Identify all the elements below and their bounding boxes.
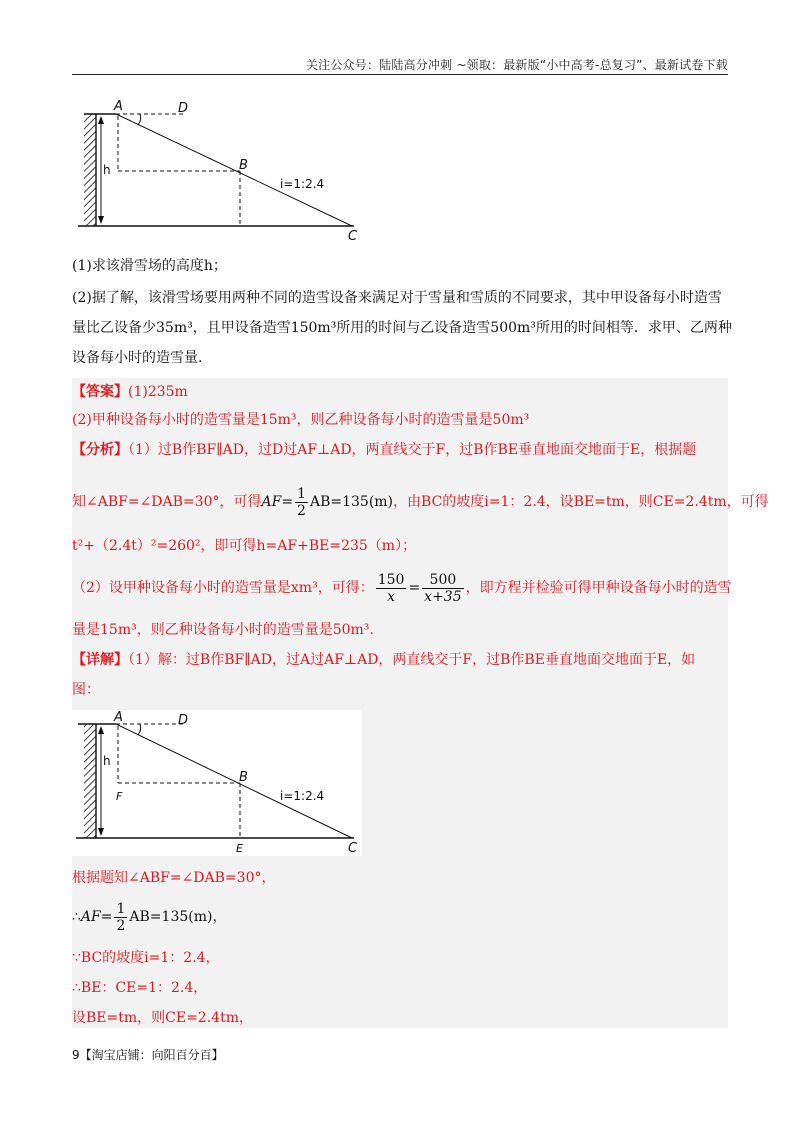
formula-af	[261, 485, 394, 519]
arrow-head-top-2	[98, 726, 104, 734]
step-1: 根据题知∠ABF=∠DAB=30°，	[72, 870, 276, 886]
label-slope-2: i=1:2.4	[280, 789, 325, 803]
analysis-line-4	[72, 568, 732, 608]
analysis-line-1	[72, 440, 728, 460]
step-2-end: ，	[212, 909, 227, 925]
arrow-head-top	[98, 116, 104, 124]
af-symbol: AF	[261, 494, 282, 510]
fraction-150-den: x	[387, 588, 396, 605]
step-2-num: 1	[116, 900, 126, 917]
analysis-text-1: （1）过B作BF∥AD，过D过AF⊥AD，两直线交于F，过B作BE垂直地面交地面于E，根据题	[128, 442, 697, 458]
step-5: 设BE=tm，则CE=2.4tm，	[72, 1010, 253, 1026]
question-2-line-3: 设备每小时的造雪量.	[72, 350, 203, 366]
analysis-text-2a: 知∠ABF=∠DAB=30°，可得	[72, 494, 262, 510]
page-footer: 9【淘宝店铺：向阳百分百】	[72, 1048, 224, 1062]
analysis-line-5: 量是15m³，则乙种设备每小时的造雪量是50m³.	[72, 622, 374, 638]
label-b: B	[239, 158, 248, 173]
header-rule	[72, 74, 728, 75]
label-c: C	[348, 229, 358, 244]
half-denominator: 2	[297, 502, 306, 519]
wall-hatch	[84, 114, 96, 226]
label-e: E	[236, 842, 243, 855]
answer-1: (1)235m	[128, 384, 188, 400]
question-1: (1)求该滑雪场的高度h；	[72, 258, 227, 274]
page-header: 关注公众号：陆陆高分冲刺 ~领取：最新版“小中高考-总复习”、最新试卷下载	[305, 58, 728, 72]
label-d: D	[178, 101, 189, 116]
label-a-2: A	[114, 710, 123, 725]
label-b-2: B	[239, 770, 248, 785]
ab-value: AB=135(m)	[309, 494, 394, 510]
answer-label: 【答案】	[72, 384, 128, 400]
answer-2: (2)甲种设备每小时的造雪量是15m³，则乙种设备每小时的造雪量是50m³	[72, 412, 530, 428]
half-numerator: 1	[297, 485, 306, 502]
fraction-500-den: x+35	[424, 588, 462, 605]
label-h: h	[103, 163, 111, 177]
step-2-fraction	[114, 901, 127, 934]
detail-label: 【详解】	[72, 652, 128, 668]
slope-line	[116, 114, 352, 226]
half-fraction	[295, 486, 308, 519]
equation: $\frac{150}{x}$ = $\frac{500}{x+35}$	[377, 571, 462, 605]
label-f: F	[116, 790, 123, 803]
angle-arc-2	[138, 724, 141, 735]
question-2-line-1: (2)据了解，该滑雪场要用两种不同的造雪设备来满足对于雪量和雪质的不同要求，其中甲设备每小时造雪	[72, 290, 722, 306]
question-2-line-2: 量比乙设备少35m³，且甲设备造雪150m³所用的时间与乙设备造雪500m³所用的时间相等．求甲、乙两种	[72, 320, 732, 336]
detail-line-1	[72, 650, 728, 670]
angle-arc	[138, 114, 141, 125]
figure-1	[74, 96, 374, 244]
step-2: ∴AF= $\frac{1}{2}$ AB=135(m)，	[72, 900, 227, 934]
analysis-line-3: t²+（2.4t）²=260²，即可得h=AF+BE=235（m）；	[72, 538, 417, 554]
label-a: A	[114, 99, 123, 114]
fraction-500	[422, 572, 463, 605]
analysis-text-4a: （2）设甲种设备每小时的造雪量是xm³，可得：	[72, 580, 374, 596]
answer-line-1	[72, 382, 728, 402]
fraction-150	[376, 572, 407, 605]
step-2-den: 2	[116, 917, 126, 934]
analysis-text-4b: ，即方程并检验可得甲种设备每小时的造雪	[465, 580, 732, 596]
step-3: ∵BC的坡度i=1：2.4，	[72, 950, 220, 966]
therefore-sign: ∴	[72, 909, 81, 925]
step-2-af: AF	[80, 909, 101, 925]
wall-hatch-2	[84, 724, 96, 838]
label-h-2: h	[103, 754, 111, 768]
step-2-rest: AB=135(m)	[129, 909, 213, 925]
analysis-line-2	[72, 484, 769, 520]
detail-line-2: 图：	[72, 682, 100, 698]
fraction-150-num: 150	[377, 571, 405, 588]
slope-line-2	[116, 724, 352, 838]
fraction-500-num: 500	[422, 572, 463, 589]
arrow-head-bottom-2	[98, 828, 104, 836]
analysis-text-2b: ，由BC的坡度i=1：2.4，设BE=tm，则CE=2.4tm，可得	[393, 494, 769, 510]
label-slope: i=1:2.4	[280, 177, 325, 191]
analysis-label: 【分析】	[72, 442, 128, 458]
equals-sign: =	[281, 494, 294, 510]
label-d-2: D	[178, 713, 189, 728]
label-c-2: C	[348, 841, 358, 856]
step-4: ∴BE：CE=1：2.4，	[72, 980, 208, 996]
figure-2	[72, 710, 362, 856]
detail-text-1: （1）解：过B作BF∥AD，过A过AF⊥AD，两直线交于F，过B作BE垂直地面交地面于E，如	[128, 652, 696, 668]
arrow-head-bottom	[98, 216, 104, 224]
